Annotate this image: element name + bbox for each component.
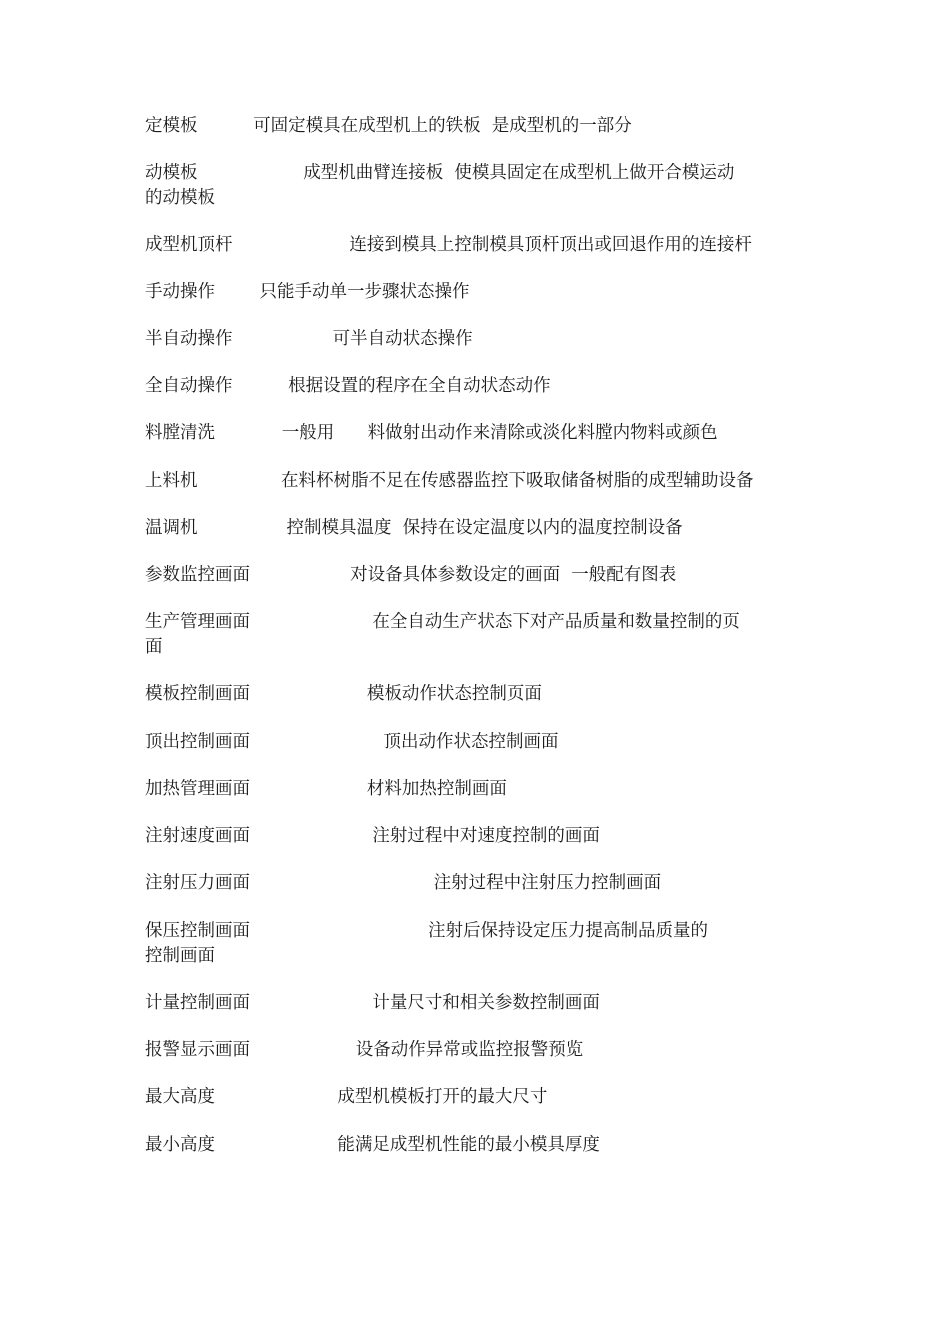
entry-text: 全自动操作 根据设置的程序在全自动状态动作 [145,376,551,396]
glossary-entry [145,516,810,541]
entry-text: 成型机顶杆 连接到模具上控制模具顶杆顶出或回退作用的连接杆 [145,235,752,255]
entry-continuation: 控制画面 [145,946,215,966]
entry-text: 定模板 可固定模具在成型机上的铁板 是成型机的一部分 [145,116,632,136]
entry-text: 上料机 在料杯树脂不足在传感器监控下吸取储备树脂的成型辅助设备 [145,471,754,491]
entry-text: 保压控制画面 注射后保持设定压力提高制品质量的 [145,921,709,941]
glossary-entry [145,682,810,707]
entry-text: 温调机 控制模具温度 保持在设定温度以内的温度控制设备 [145,518,683,538]
glossary-entry [145,777,810,802]
glossary-entry [145,991,810,1016]
glossary-entry [145,730,810,755]
entry-text: 注射速度画面 注射过程中对速度控制的画面 [145,826,600,846]
entry-continuation: 面 [145,637,163,657]
entry-text: 料膛清洗 一般用 料做射出动作来清除或淡化料膛内物料或颜色 [145,423,718,443]
entry-text: 最小高度 能满足成型机性能的最小模具厚度 [145,1135,600,1155]
entry-text: 动模板 成型机曲臂连接板 使模具固定在成型机上做开合模运动 [145,163,735,183]
entry-text: 计量控制画面 计量尺寸和相关参数控制画面 [145,993,600,1013]
entry-text: 最大高度 成型机模板打开的最大尺寸 [145,1087,548,1107]
glossary-entry [145,233,810,258]
entry-text: 顶出控制画面 顶出动作状态控制画面 [145,732,559,752]
entry-text: 半自动操作 可半自动状态操作 [145,329,473,349]
entry-text: 生产管理画面 在全自动生产状态下对产品质量和数量控制的页 [145,612,740,632]
entry-text: 手动操作 只能手动单一步骤状态操作 [145,282,470,302]
glossary-entry [145,563,810,588]
glossary-entry [145,919,810,969]
glossary-entry [145,1038,810,1063]
glossary-entry [145,824,810,849]
glossary-entry [145,469,810,494]
entry-text: 模板控制画面 模板动作状态控制页面 [145,684,542,704]
glossary-entry [145,374,810,399]
glossary-entry [145,421,810,446]
entry-continuation: 的动模板 [145,188,215,208]
entry-text: 注射压力画面 注射过程中注射压力控制画面 [145,873,662,893]
glossary-entry [145,1085,810,1110]
glossary-entry [145,1133,810,1158]
glossary-entry [145,161,810,211]
entry-text: 加热管理画面 材料加热控制画面 [145,779,507,799]
glossary-entry [145,280,810,305]
glossary-entry [145,327,810,352]
entry-text: 参数监控画面 对设备具体参数设定的画面 一般配有图表 [145,565,677,585]
glossary-entry [145,610,810,660]
glossary-entry [145,114,810,139]
entry-text: 报警显示画面 设备动作异常或监控报警预览 [145,1040,584,1060]
glossary-entry [145,871,810,896]
